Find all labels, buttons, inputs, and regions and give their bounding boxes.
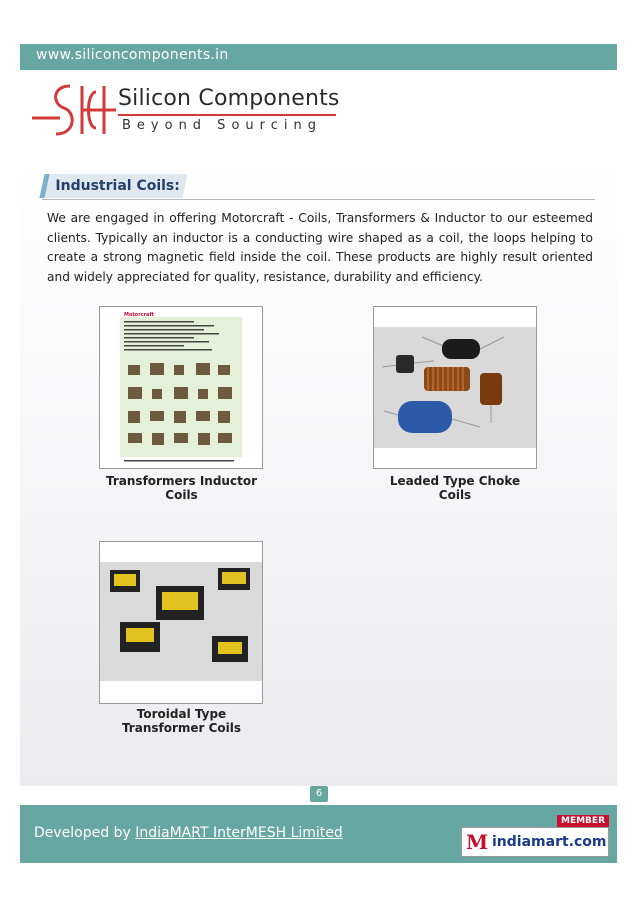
choke-coils-photo [374, 307, 536, 468]
indiamart-member-badge[interactable] [461, 815, 609, 859]
footer-bar [20, 805, 617, 863]
heading-text: Industrial Coils: [55, 178, 180, 194]
product-image-choke-coils[interactable] [373, 306, 537, 469]
section-heading [42, 174, 595, 200]
svg-text:Motorcraft: Motorcraft [124, 312, 155, 318]
catalog-image [100, 307, 262, 468]
member-label: MEMBER [557, 815, 609, 827]
heading-underline [42, 199, 595, 200]
developer-link[interactable]: IndiaMART InterMESH Limited [135, 825, 343, 841]
site-url[interactable]: www.siliconcomponents.in [36, 47, 229, 63]
indiamart-logo-icon: M [466, 830, 489, 854]
developer-credit [34, 825, 343, 841]
brand-tagline: Beyond Sourcing [122, 118, 322, 133]
page [20, 44, 617, 863]
description-paragraph: We are engaged in offering Motorcraft - Coils, Transformers & Inductor to our esteemed clients. Typically an inductor is a conducting wire shaped as a coil, the loops helping to create a strong magnetic field inside the coil. These products are highly result oriented and widely appreciated for quality, resistance, durability and efficiency. [47, 211, 593, 284]
brand-divider [118, 114, 336, 116]
badge-box [461, 827, 609, 857]
product-caption: Leaded Type Choke Coils [389, 474, 521, 502]
header-bar [20, 44, 617, 70]
product-caption: Transformers Inductor Coils [106, 474, 257, 502]
heading-tab [39, 174, 187, 198]
brand-name: Silicon Components [118, 86, 340, 111]
badge-brand: indiamart.com [492, 834, 607, 850]
company-logo [30, 78, 340, 144]
page-number: 6 [310, 786, 328, 802]
product-image-transformers-inductor[interactable] [99, 306, 263, 469]
scl-monogram-icon [30, 78, 120, 144]
developed-by-label: Developed by [34, 825, 131, 841]
transformer-coils-photo [100, 542, 262, 703]
product-image-transformer-coils[interactable] [99, 541, 263, 704]
product-caption: Toroidal Type Transformer Coils [121, 707, 242, 735]
